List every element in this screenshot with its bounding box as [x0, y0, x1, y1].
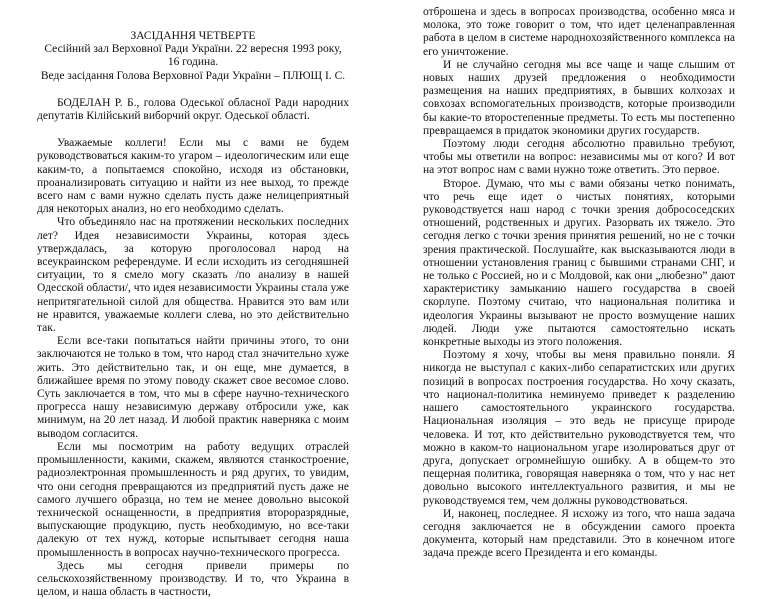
paragraph: Второе. Думаю, что мы с вами обязаны четко понимать, что речь еще идет о чистых понятиях, которыми руководствуется наш народ с точки зрения добрососедских отношений, родственных и других. Разорвать их тяжело. Это сегодня легко с точки зрения принятия решений, но не с точки зрения практической. Послушайте, как высказываются люди в отношении установления границ с бывшими странами СНГ, и не только с Россией, но и с Молдовой, как они „любезно” дают характеристику замыканию нашего государства в своей скорлупе. Поэтому считаю, что национальная политика и идеология Украины вызывают не просто возмущение наших людей. Люди уже пытаются самостоятельно искать конкретные выходы из этого положения. — [423, 177, 735, 349]
session-place-date: Сесійний зал Верховної Ради України. 22 вересня 1993 року, — [44, 43, 342, 56]
paragraph: Если все-таки попытаться найти причины этого, то они заключаются не только в том, что народ стал значительно хуже жить. Это действительно так, и он еще, мне думается, в ближайшее время по этому поводу скажет свое весомое слово. Суть заключается в том, что мы в сфере научно-технического прогресса нашу независимую державу отбросили уже, как минимум, на 20 лет назад. И любой практик наверняка с моим выводом согласится. — [37, 335, 349, 440]
paragraph-continued: отброшена и здесь в вопросах производства, особенно мяса и молока, это тоже говорит о том, что идет целенаправленная работа в целом в системе народнохозяйственного комплекса на его уничтожение. — [423, 6, 735, 58]
paragraph: Поэтому я хочу, чтобы вы меня правильно поняли. Я никогда не выступал с каких-либо сепаратистских или других позиций в вопросах построения государства. Но хочу сказать, что национал-политика неминуемо приведет к разделению нашего самостоятельного украинского государства. Национальная изоляция – это ведь не присуще природе человека. И тот, кто действительно руководствуется тем, что можно в каком-то национальном угаре изолироваться друг от друга, допускает огромнейшую ошибку. А в общем-то это пещерная политика, говорящая наверняка о том, что у нас нет довольно высокого интеллектуального развития, и мы не руководствуемся тем, чем должны руководствоваться. — [423, 349, 735, 507]
session-chair: Веде засідання Голова Верховної Ради України – ПЛЮЩ І. С. — [40, 69, 346, 82]
paragraph: Если мы посмотрим на работу ведущих отраслей промышленности, какими, скажем, являются станкостроение, радиоэлектронная промышленность и ряд других, то увидим, что они сегодня превращаются из предприятий пусть даже не самого лучшего образца, но тем не менее довольно высокой технической оснащенности, в предприятия второразрядные, выпускающие продукцию, пусть необходимую, но все-таки далекую от тех нужд, которые испытывает сегодня наша промышленность в вопросах научно-технического прогресса. — [37, 440, 349, 559]
paragraph: Здесь мы сегодня привели примеры по сельскохозяйственному производству. И то, что Украина в целом, и наша область в частности, — [37, 559, 349, 599]
session-title: ЗАСІДАННЯ ЧЕТВЕРТЕ — [130, 30, 256, 42]
paragraph: И не случайно сегодня мы все чаще и чаще слышим от новых наших друзей предложения о необходимости размещения на наших предприятиях, в бывших колхозах и совхозах вспомогательных производств, которые производили бы какие-то второстепенные предметы. То есть мы постепенно превращаемся в придаток экономики других государств. — [423, 58, 735, 137]
session-time: 16 година. — [167, 56, 219, 69]
paragraph: Поэтому люди сегодня абсолютно правильно требуют, чтобы мы ответили на вопрос: независимы мы от кого? И вот на этот вопрос нам с вами нужно тоже ответить. Это первое. — [423, 138, 735, 177]
speaker-intro: БОДЕЛАН Р. Б., голова Одеської обласної Ради народних депутатів Кілійський виборчий округ. Одеської області. — [37, 96, 349, 123]
paragraph: И, наконец, последнее. Я исхожу из того, что наша задача сегодня заключается не в обсуждении самого проекта документа, который нам представили. Это в конечном итоге задача прежде всего Президента и его команды. — [423, 507, 735, 560]
paragraph: Что объединяло нас на протяжении нескольких последних лет? Идея независимости Украины, которая здесь утверждалась, за которую проголосовал народ на всеукраинском референдуме. И если исходить из сегодняшней ситуации, то я смело могу сказать /по анализу в нашей Одесской области/, что идея независимости Украины стала уже непритягательной силой для общества. Нравится это вам или не нравится, уважаемые коллеги слева, но это действительно так. — [37, 216, 349, 335]
paragraph: Уважаемые коллеги! Если мы с вами не будем руководствоваться каким-то угаром – идеологическим или еще каким-то, а попытаемся спокойно, исходя из обстановки, проанализировать ситуацию и найти из нее выход, то прежде всего нам с вами нужно сделать пусть даже нелицеприятный для некоторых анализ, но его необходимо сделать. — [37, 137, 349, 216]
left-page — [37, 30, 349, 599]
right-page — [423, 6, 735, 561]
